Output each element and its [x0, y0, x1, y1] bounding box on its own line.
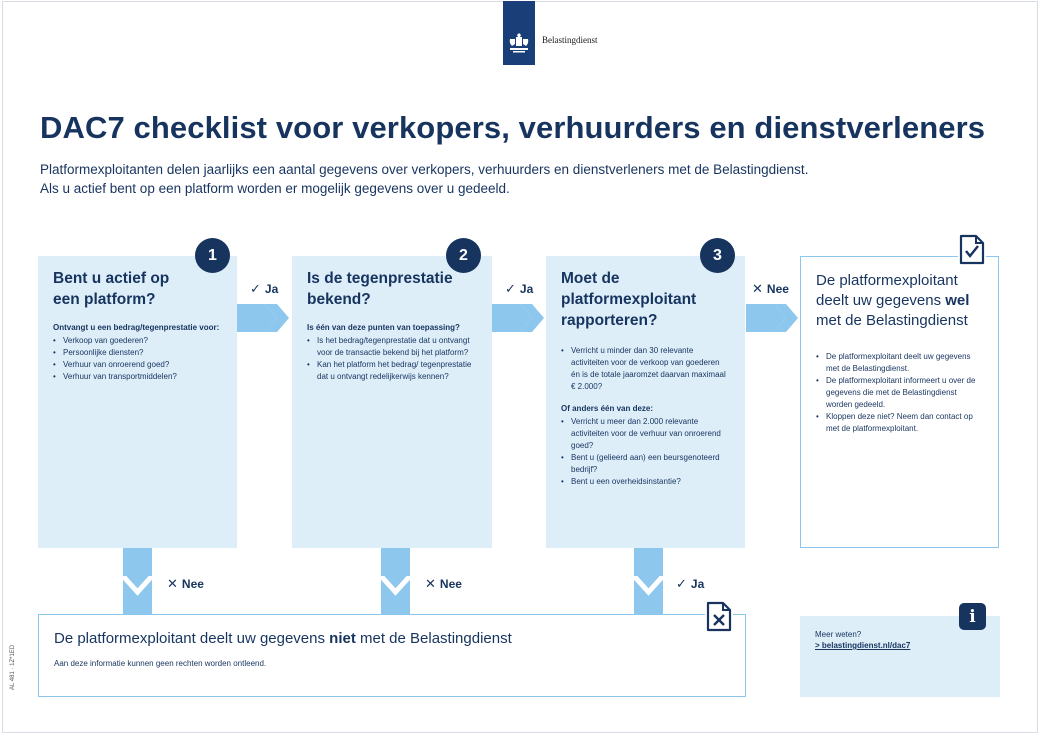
arrow-right-1: [237, 304, 292, 332]
list-item: • Verricht u meer dan 2.000 relevante activiteiten voor de verhuur van onroerend goed?: [561, 416, 729, 452]
step-1-title: Bent u actief op een platform?: [53, 270, 170, 308]
coat-of-arms-icon: [507, 33, 531, 55]
flow-label-text: Nee: [181, 577, 204, 591]
flow-label-ja-3: [676, 576, 704, 592]
chevron-down-icon: [381, 576, 410, 596]
list-item: • Bent u een overheidsinstantie?: [561, 476, 729, 488]
disclaimer-note: Aan deze informatie kunnen geen rechten worden ontleend.: [54, 659, 267, 668]
result-wel-box: [800, 256, 999, 548]
step-1-box: [38, 256, 237, 548]
list-item: • Bent u (gelieerd aan) een beursgenoteerd bedrijf?: [561, 452, 729, 476]
list-item: • Is het bedrag/tegenprestatie dat u ontvangt voor de transactie bekend bij het platform?: [307, 335, 477, 359]
list-item: • Persoonlijke diensten?: [53, 347, 223, 359]
result-wel-title-pre: De platformexploitant deelt uw gegevens: [816, 272, 958, 309]
list-item-text: De platformexploitant deelt uw gegevens met de Belastingdienst.: [826, 352, 971, 373]
intro-line-2: Als u actief bent op een platform worden er mogelijk gegevens over u gedeeld.: [40, 181, 510, 196]
info-link[interactable]: > belastingdienst.nl/dac7: [815, 641, 911, 650]
chevron-down-icon: [634, 576, 663, 596]
flow-label-text: Ja: [690, 577, 705, 591]
result-wel-title: [816, 271, 984, 331]
result-niet-title-pre: De platformexploitant deelt uw gegevens: [54, 630, 330, 647]
flow-label-ja-1: [250, 281, 278, 297]
arrow-right-2: [492, 304, 547, 332]
result-niet-title: [54, 629, 731, 649]
list-item-text: De platformexploitant informeert u over de gegevens die met de Belastingdienst worden gedeeld.: [826, 376, 976, 409]
flow-label-nee-1: [167, 576, 204, 592]
step-2-box: [292, 256, 492, 548]
flow-label-text: Ja: [264, 282, 279, 296]
result-niet-title-strong: niet: [329, 630, 356, 647]
chevron-down-icon: [123, 576, 152, 596]
list-item: • Verricht u minder dan 30 relevante activiteiten voor de verkoop van goederen én is de totale jaaromzet daarvan maximaal € 2.000?: [561, 345, 729, 393]
list-item: • De platformexploitant deelt uw gegevens met de Belastingdienst.: [816, 352, 971, 373]
rijkslogo-bar: [503, 1, 535, 65]
logo-text: Belastingdienst: [542, 35, 598, 45]
flow-label-nee-3: [752, 281, 789, 297]
flow-label-text: Nee: [766, 282, 789, 296]
step-3-box: [546, 256, 745, 548]
list-item: • Verkoop van goederen?: [53, 335, 223, 347]
step-2-badge: 2: [446, 238, 481, 273]
document-check-icon: [958, 233, 986, 261]
result-niet-title-post: met de Belastingdienst: [355, 630, 512, 647]
arrow-right-3: [746, 304, 801, 332]
result-wel-title-post: met de Belastingdienst: [816, 312, 968, 329]
flow-label-text: Nee: [439, 577, 462, 591]
close-icon: ✕: [752, 281, 763, 296]
step-3-title: Moet de platformexploitant rapporteren?: [561, 270, 697, 329]
flow-label-nee-2: [425, 576, 462, 592]
step-1-badge: 1: [195, 238, 230, 273]
close-icon: ✕: [425, 576, 436, 591]
step-2-title: Is de tegenprestatie bekend?: [307, 270, 453, 308]
step-1-intro: Ontvangt u een bedrag/tegenprestatie voor:: [53, 323, 220, 332]
check-icon: ✓: [676, 576, 687, 591]
result-wel-title-strong: wel: [945, 292, 970, 309]
list-item: • De platformexploitant informeert u over de gegevens die met de Belastingdienst worden gedeeld.: [816, 376, 976, 409]
result-niet-box: [38, 614, 746, 697]
check-icon: ✓: [505, 281, 516, 296]
list-item: • Kloppen deze niet? Neem dan contact op met de platformexploitant.: [816, 412, 973, 433]
list-item: • Kan het platform het bedrag/ tegenprestatie dat u ontvangt redelijkerwijs kennen?: [307, 359, 477, 383]
list-item-text: Kloppen deze niet? Neem dan contact op met de platformexploitant.: [826, 412, 973, 433]
step-2-intro: Is één van deze punten van toepassing?: [307, 323, 460, 332]
intro-line-1: Platformexploitanten delen jaarlijks een aantal gegevens over verkopers, verhuurders en dienstverleners met de Belastingdienst.: [40, 162, 809, 177]
intro-text: [40, 160, 808, 198]
page-title: DAC7 checklist voor verkopers, verhuurders en dienstverleners: [40, 110, 986, 145]
document-cross-icon: [705, 600, 733, 628]
flow-label-text: Ja: [519, 282, 534, 296]
list-item: • Verhuur van transportmiddelen?: [53, 371, 223, 383]
step-3-badge: 3: [700, 238, 735, 273]
flow-label-ja-2: [505, 281, 533, 297]
list-item: • Verhuur van onroerend goed?: [53, 359, 223, 371]
close-icon: ✕: [167, 576, 178, 591]
check-icon: ✓: [250, 281, 261, 296]
step-3-intro2: Of anders één van deze:: [561, 404, 654, 413]
info-label: Meer weten?: [815, 630, 862, 639]
document-code: AL 481 · 1Z*1ED: [10, 644, 16, 690]
info-icon: i: [959, 603, 986, 630]
